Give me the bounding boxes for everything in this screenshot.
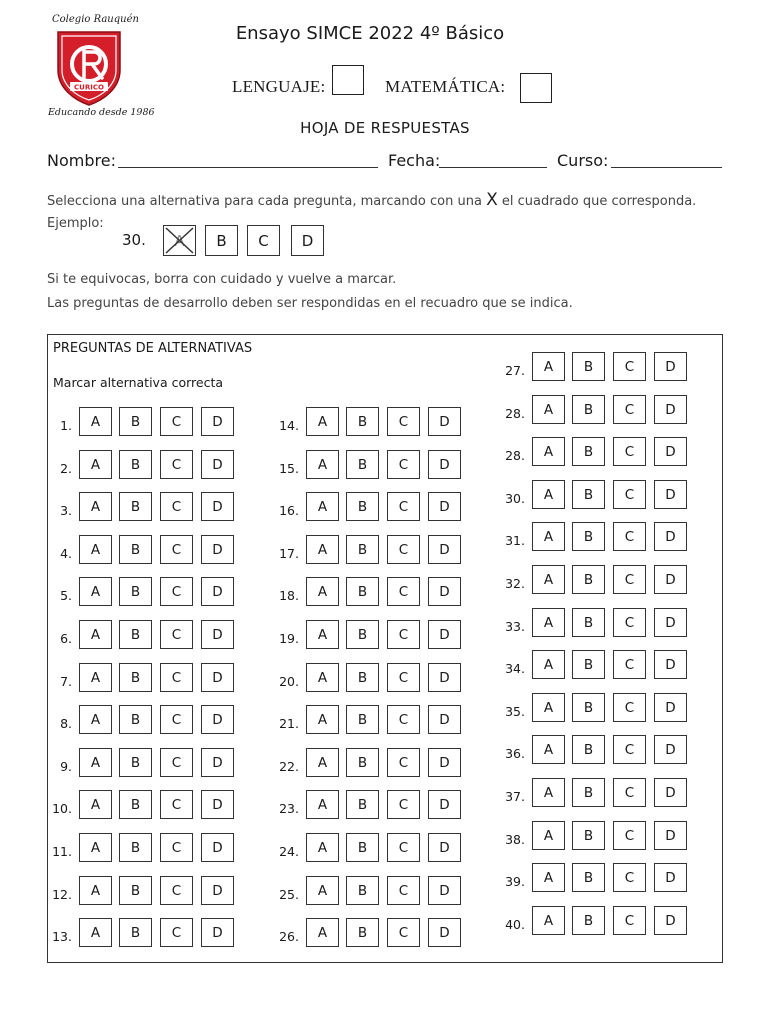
answer-option-a[interactable]: A (306, 450, 339, 479)
answer-option-d[interactable]: D (654, 821, 687, 850)
answer-option-a[interactable]: A (79, 577, 112, 606)
question-number: 27. (505, 363, 525, 378)
question-number: 17. (279, 546, 299, 561)
answer-option-c[interactable]: C (160, 663, 193, 692)
answer-option-c[interactable]: C (613, 522, 646, 551)
answer-option-a[interactable]: A (306, 705, 339, 734)
question-number: 39. (505, 874, 525, 889)
answer-option-b[interactable]: B (346, 620, 379, 649)
panel-subtitle: Marcar alternativa correcta (53, 375, 224, 390)
answer-option-c[interactable]: C (387, 450, 420, 479)
question-number: 1. (60, 418, 72, 433)
answer-option-c[interactable]: C (613, 608, 646, 637)
answer-option-c[interactable]: C (160, 918, 193, 947)
instruction-text-end: el cuadrado que corresponda. (497, 194, 697, 209)
question-number: 26. (279, 929, 299, 944)
question-number: 31. (505, 533, 525, 548)
answer-option-d[interactable]: D (428, 407, 461, 436)
question-number: 11. (52, 844, 72, 859)
answer-option-c[interactable]: C (387, 833, 420, 862)
question-number: 28. (505, 448, 525, 463)
answer-option-d[interactable]: D (654, 565, 687, 594)
answer-option-b[interactable]: B (119, 876, 152, 905)
curso-field[interactable] (611, 167, 722, 168)
answer-option-d[interactable]: D (201, 790, 234, 819)
answer-option-a[interactable]: A (306, 620, 339, 649)
answer-option-a[interactable]: A (79, 663, 112, 692)
answer-option-a[interactable]: A (306, 663, 339, 692)
nombre-label: Nombre: (47, 151, 116, 170)
answer-option-d[interactable]: D (201, 407, 234, 436)
answer-option-b[interactable]: B (346, 748, 379, 777)
answer-option-a[interactable]: A (532, 778, 565, 807)
question-number: 6. (60, 631, 72, 646)
question-number: 12. (52, 887, 72, 902)
answer-option-a[interactable]: A (79, 407, 112, 436)
answer-option-d[interactable]: D (654, 395, 687, 424)
answer-option-d[interactable]: D (654, 906, 687, 935)
answer-option-c[interactable]: C (387, 577, 420, 606)
answer-option-b[interactable]: B (572, 480, 605, 509)
answer-option-c[interactable]: C (613, 395, 646, 424)
answer-option-b[interactable]: B (572, 650, 605, 679)
school-crest-icon (56, 30, 122, 106)
answer-option-a[interactable]: A (79, 833, 112, 862)
answer-option-d[interactable]: D (428, 620, 461, 649)
answer-option-c[interactable]: C (613, 735, 646, 764)
answer-option-a[interactable]: A (532, 693, 565, 722)
answer-option-c[interactable]: C (387, 535, 420, 564)
question-number: 22. (279, 759, 299, 774)
answer-option-b[interactable]: B (572, 437, 605, 466)
question-number: 13. (52, 929, 72, 944)
answer-option-c[interactable]: C (613, 821, 646, 850)
answer-option-a[interactable]: A (79, 620, 112, 649)
answer-option-d[interactable]: D (201, 577, 234, 606)
answer-option-c[interactable]: C (613, 352, 646, 381)
answer-option-a[interactable]: A (306, 790, 339, 819)
question-number: 37. (505, 789, 525, 804)
question-number: 2. (60, 461, 72, 476)
answer-option-c[interactable]: C (387, 918, 420, 947)
answer-option-a[interactable]: A (306, 876, 339, 905)
answer-option-a[interactable]: A (79, 748, 112, 777)
answer-option-b[interactable]: B (119, 492, 152, 521)
answer-option-b[interactable]: B (572, 522, 605, 551)
answer-option-b[interactable]: B (572, 778, 605, 807)
answer-option-d[interactable]: D (201, 492, 234, 521)
answer-option-d[interactable]: D (201, 876, 234, 905)
answer-option-d[interactable]: D (428, 535, 461, 564)
answer-option-d[interactable]: D (201, 833, 234, 862)
answer-option-d[interactable]: D (428, 705, 461, 734)
answer-option-c[interactable]: C (160, 748, 193, 777)
answer-option-c[interactable]: C (387, 407, 420, 436)
instruction-line-2: Si te equivocas, borra con cuidado y vuelve a marcar. (47, 272, 397, 287)
answer-option-b[interactable]: B (119, 790, 152, 819)
question-number: 36. (505, 746, 525, 761)
answer-option-b[interactable]: B (346, 407, 379, 436)
lenguaje-label: LENGUAJE: (232, 77, 326, 96)
answer-option-c[interactable]: C (387, 663, 420, 692)
answer-option-c[interactable]: C (160, 790, 193, 819)
answer-option-b[interactable]: B (119, 663, 152, 692)
answer-option-d[interactable]: D (428, 790, 461, 819)
answer-option-c[interactable]: C (387, 790, 420, 819)
answer-option-b[interactable]: B (346, 663, 379, 692)
answer-option-b[interactable]: B (572, 906, 605, 935)
answer-option-c[interactable]: C (613, 863, 646, 892)
answer-option-c[interactable]: C (160, 492, 193, 521)
answer-option-b[interactable]: B (346, 833, 379, 862)
answer-option-d[interactable]: D (654, 650, 687, 679)
answer-option-a[interactable]: A (532, 863, 565, 892)
answer-option-c[interactable]: C (387, 705, 420, 734)
answer-option-c[interactable]: C (160, 407, 193, 436)
example-option-b: B (205, 225, 238, 256)
answer-option-a[interactable]: A (306, 833, 339, 862)
answer-option-c[interactable]: C (613, 437, 646, 466)
answer-option-b[interactable]: B (346, 450, 379, 479)
page-title: Ensayo SIMCE 2022 4º Básico (235, 23, 505, 44)
answer-option-c[interactable]: C (387, 492, 420, 521)
answer-option-c[interactable]: C (160, 705, 193, 734)
answer-option-b[interactable]: B (346, 876, 379, 905)
cross-mark-icon (163, 225, 196, 256)
answer-option-c[interactable]: C (613, 693, 646, 722)
answer-option-b[interactable]: B (572, 352, 605, 381)
answer-option-a[interactable]: A (306, 918, 339, 947)
answer-option-b[interactable]: B (119, 620, 152, 649)
lenguaje-checkbox[interactable] (332, 65, 364, 95)
answer-option-d[interactable]: D (654, 437, 687, 466)
answer-option-b[interactable]: B (119, 407, 152, 436)
answer-option-d[interactable]: D (201, 748, 234, 777)
example-option-a: A (163, 225, 196, 256)
instruction-x-mark: X (486, 190, 498, 210)
example-label: Ejemplo: (47, 216, 104, 231)
answer-option-b[interactable]: B (346, 577, 379, 606)
question-number: 34. (505, 661, 525, 676)
answer-option-d[interactable]: D (201, 450, 234, 479)
question-number: 35. (505, 704, 525, 719)
answer-option-d[interactable]: D (654, 735, 687, 764)
answer-option-c[interactable]: C (613, 650, 646, 679)
answer-option-a[interactable]: A (79, 918, 112, 947)
answer-option-b[interactable]: B (119, 535, 152, 564)
answer-option-c[interactable]: C (613, 480, 646, 509)
question-number: 16. (279, 503, 299, 518)
answer-option-a[interactable]: A (79, 876, 112, 905)
answer-option-a[interactable]: A (532, 821, 565, 850)
question-number: 21. (279, 716, 299, 731)
answer-option-c[interactable]: C (613, 778, 646, 807)
answer-option-b[interactable]: B (346, 918, 379, 947)
answer-option-b[interactable]: B (572, 395, 605, 424)
instruction-line-1 (47, 190, 696, 210)
answer-option-d[interactable]: D (428, 492, 461, 521)
answer-option-a[interactable]: A (532, 735, 565, 764)
answer-option-b[interactable]: B (119, 450, 152, 479)
answer-option-a[interactable]: A (532, 480, 565, 509)
answer-option-a[interactable]: A (79, 705, 112, 734)
answer-option-d[interactable]: D (428, 748, 461, 777)
question-number: 5. (60, 588, 72, 603)
answer-option-b[interactable]: B (572, 863, 605, 892)
question-number: 10. (52, 801, 72, 816)
fecha-field[interactable] (439, 167, 547, 168)
answer-option-b[interactable]: B (119, 833, 152, 862)
question-number: 14. (279, 418, 299, 433)
question-number: 19. (279, 631, 299, 646)
answer-option-a[interactable]: A (306, 577, 339, 606)
answer-option-c[interactable]: C (160, 535, 193, 564)
answer-option-b[interactable]: B (119, 705, 152, 734)
answer-option-a[interactable]: A (532, 395, 565, 424)
answer-option-d[interactable]: D (201, 705, 234, 734)
answer-option-d[interactable]: D (654, 352, 687, 381)
answer-option-b[interactable]: B (346, 492, 379, 521)
answer-option-c[interactable]: C (160, 876, 193, 905)
answer-option-c[interactable]: C (160, 577, 193, 606)
answer-option-a[interactable]: A (306, 407, 339, 436)
answer-option-a[interactable]: A (79, 450, 112, 479)
answer-option-a[interactable]: A (79, 535, 112, 564)
answer-option-c[interactable]: C (387, 748, 420, 777)
question-number: 40. (505, 917, 525, 932)
answer-option-b[interactable]: B (572, 735, 605, 764)
answer-option-b[interactable]: B (572, 565, 605, 594)
instruction-line-3: Las preguntas de desarrollo deben ser respondidas en el recuadro que se indica. (47, 296, 573, 311)
question-number: 4. (60, 546, 72, 561)
answer-option-a[interactable]: A (79, 790, 112, 819)
question-number: 15. (279, 461, 299, 476)
answer-option-a[interactable]: A (532, 906, 565, 935)
question-number: 3. (60, 503, 72, 518)
answer-option-c[interactable]: C (613, 565, 646, 594)
example-option-d: D (291, 225, 324, 256)
answer-option-d[interactable]: D (428, 833, 461, 862)
answer-option-d[interactable]: D (428, 577, 461, 606)
answer-option-d[interactable]: D (428, 876, 461, 905)
matematica-checkbox[interactable] (520, 73, 552, 103)
nombre-field[interactable] (118, 167, 378, 168)
answer-option-a[interactable]: A (306, 748, 339, 777)
answer-option-b[interactable]: B (346, 535, 379, 564)
answer-option-a[interactable]: A (306, 492, 339, 521)
question-number: 28. (505, 406, 525, 421)
school-tagline: Educando desde 1986 (48, 107, 155, 118)
answer-option-a[interactable]: A (532, 565, 565, 594)
question-number: 38. (505, 832, 525, 847)
question-number: 9. (60, 759, 72, 774)
answer-option-d[interactable]: D (654, 863, 687, 892)
answer-option-c[interactable]: C (387, 620, 420, 649)
answer-option-d[interactable]: D (201, 535, 234, 564)
answer-option-d[interactable]: D (428, 663, 461, 692)
answer-option-b[interactable]: B (119, 577, 152, 606)
question-number: 20. (279, 674, 299, 689)
answer-option-d[interactable]: D (654, 608, 687, 637)
shield-city-label: CURICO (74, 83, 104, 92)
question-number: 8. (60, 716, 72, 731)
question-number: 32. (505, 576, 525, 591)
answer-option-d[interactable]: D (428, 450, 461, 479)
question-number: 18. (279, 588, 299, 603)
answer-option-d[interactable]: D (428, 918, 461, 947)
answer-option-d[interactable]: D (654, 693, 687, 722)
answer-option-b[interactable]: B (572, 821, 605, 850)
curso-label: Curso: (557, 151, 609, 170)
answer-option-b[interactable]: B (346, 790, 379, 819)
fecha-label: Fecha: (388, 151, 441, 170)
answer-option-a[interactable]: A (532, 437, 565, 466)
answer-option-b[interactable]: B (346, 705, 379, 734)
sheet-subtitle: HOJA DE RESPUESTAS (300, 119, 470, 137)
answer-option-b[interactable]: B (572, 693, 605, 722)
answer-option-d[interactable]: D (201, 918, 234, 947)
answer-option-a[interactable]: A (306, 535, 339, 564)
answer-option-b[interactable]: B (119, 918, 152, 947)
question-number: 7. (60, 674, 72, 689)
answer-option-a[interactable]: A (532, 608, 565, 637)
answer-option-a[interactable]: A (532, 522, 565, 551)
answer-option-d[interactable]: D (201, 620, 234, 649)
answer-option-d[interactable]: D (654, 522, 687, 551)
school-name: Colegio Rauquén (52, 14, 139, 25)
matematica-label: MATEMÁTICA: (385, 77, 506, 96)
question-number: 33. (505, 619, 525, 634)
example-option-c: C (247, 225, 280, 256)
question-number: 25. (279, 887, 299, 902)
answer-option-c[interactable]: C (160, 620, 193, 649)
answer-option-c[interactable]: C (160, 450, 193, 479)
answer-option-c[interactable]: C (613, 906, 646, 935)
question-number: 30. (505, 491, 525, 506)
panel-title: PREGUNTAS DE ALTERNATIVAS (53, 341, 253, 356)
answer-option-d[interactable]: D (654, 778, 687, 807)
answer-option-c[interactable]: C (387, 876, 420, 905)
question-number: 24. (279, 844, 299, 859)
answer-option-a[interactable]: A (532, 650, 565, 679)
answer-option-d[interactable]: D (201, 663, 234, 692)
answer-option-c[interactable]: C (160, 833, 193, 862)
instruction-text: Selecciona una alternativa para cada pregunta, marcando con una (47, 194, 487, 209)
answer-option-d[interactable]: D (654, 480, 687, 509)
example-number: 30. (122, 231, 146, 249)
question-number: 23. (279, 801, 299, 816)
answer-option-a[interactable]: A (79, 492, 112, 521)
answer-option-b[interactable]: B (572, 608, 605, 637)
answer-option-b[interactable]: B (119, 748, 152, 777)
answer-option-a[interactable]: A (532, 352, 565, 381)
